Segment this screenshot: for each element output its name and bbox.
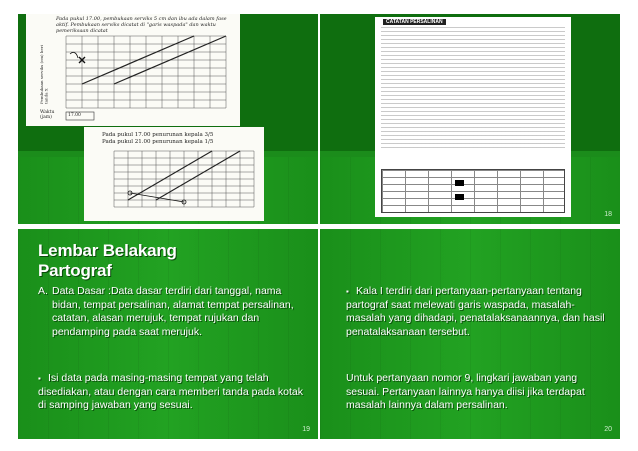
slide-title-line-2: Partograf (38, 261, 112, 280)
form-text-lines (381, 27, 565, 151)
bullet-icon: ▪ (38, 374, 41, 383)
time-value: 17.00 (68, 113, 81, 118)
item-b-text: Isi data pada masing-masing tempat yang telah disediakan, atau dengan cara memberi tanda pada kotak di samping jawaban yang sesuai. (38, 372, 304, 411)
page-number: 19 (302, 426, 310, 433)
slide-18-right[interactable] (320, 14, 620, 224)
item-kala-1 (346, 285, 608, 339)
form-table (381, 169, 565, 213)
item-b (38, 372, 308, 413)
descent-caption-2: Pada pukul 21.00 penurunan kepala 1/5 (102, 139, 214, 145)
form-title: CATATAN PERSALINAN (383, 19, 446, 25)
slide-title (38, 241, 177, 281)
item-a-text: Data Dasar :Data dasar terdiri dari tanggal, nama bidan, tempat persalinan, alamat tempat persalinan, catatan, alasan merujuk, tempat rujukan dan pendamping pada saat merujuk. (52, 285, 294, 338)
cervix-axis-label: Pembukaan serviks (cm) beri tanda X (39, 44, 49, 104)
item-kala-1-text: Kala I terdiri dari pertanyaan-pertanyaan tentang partograf saat melewati garis waspada, masalah-masalah yang dihadapi, penatalaksanaannya, dan hasil penatalaksanaan tersebut. (346, 285, 605, 338)
slide-18-left[interactable] (18, 14, 318, 224)
slide-20[interactable] (320, 229, 620, 439)
catatan-persalinan-form-image (375, 17, 571, 217)
item-pertanyaan-9-text: Untuk pertanyaan nomor 9, lingkari jawaban yang sesuai. Pertanyaan lainnya hanya diisi jika terdapat masalah lainnya dalam persalinan. (346, 372, 585, 411)
handwritten-note: Pada pukul 17.00, pembukaan serviks 5 cm dan ibu ada dalam fase aktif. Pembukaan serviks dicatat di "garis waspada" dan waktu pemeriksaan dicatat (56, 16, 227, 34)
page-number: 18 (604, 211, 612, 218)
item-a (38, 285, 308, 339)
bullet-icon: ▪ (346, 287, 349, 296)
item-pertanyaan-9 (346, 372, 608, 413)
slide-title-line-1: Lembar Belakang (38, 241, 177, 260)
item-a-marker: A. (38, 285, 48, 297)
descent-scan-image (84, 127, 264, 221)
descent-caption-1: Pada pukul 17.00 penurunan kepala 3/5 (102, 132, 214, 138)
form-black-cell (455, 194, 464, 200)
form-black-cell (455, 180, 464, 186)
slide-19[interactable] (18, 229, 318, 439)
descent-graph (84, 127, 264, 221)
time-axis-label: Waktu (jam) (40, 110, 55, 120)
partograph-scan-image (26, 14, 240, 126)
page-number: 20 (604, 426, 612, 433)
